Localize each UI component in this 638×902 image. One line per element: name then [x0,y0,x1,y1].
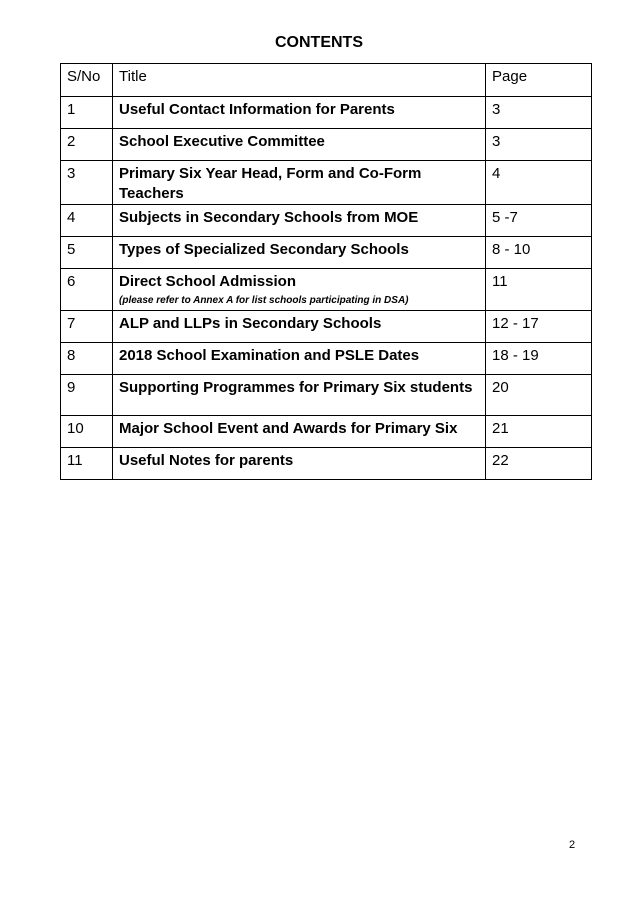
row-title: Useful Notes for parents [113,448,486,480]
row-title: Subjects in Secondary Schools from MOE [113,205,486,237]
row-title: ALP and LLPs in Secondary Schools [113,311,486,343]
table-row [61,205,592,237]
row-title-cell [113,269,486,311]
row-page: 8 - 10 [486,237,592,269]
row-page: 12 - 17 [486,311,592,343]
row-title-note: (please refer to Annex A for list schools participating in DSA) [119,295,409,306]
table-row [61,97,592,129]
page-title: CONTENTS [275,34,363,51]
table-row [61,448,592,480]
row-sno: 2 [61,129,113,161]
row-sno: 3 [61,161,113,205]
row-sno: 9 [61,375,113,416]
row-title: Useful Contact Information for Parents [113,97,486,129]
row-page: 20 [486,375,592,416]
row-title: Direct School Admission [119,273,296,290]
row-title: Major School Event and Awards for Primary Six [113,416,486,448]
table-row [61,269,592,311]
row-title: 2018 School Examination and PSLE Dates [113,343,486,375]
row-sno: 7 [61,311,113,343]
table-row [61,161,592,205]
row-sno: 8 [61,343,113,375]
table-header-row [61,64,592,97]
table-row [61,416,592,448]
table-row [61,343,592,375]
row-page: 5 -7 [486,205,592,237]
row-page: 3 [486,97,592,129]
row-sno: 5 [61,237,113,269]
column-header-sno: S/No [61,64,113,97]
row-sno: 6 [61,269,113,311]
row-page: 11 [486,269,592,311]
row-page: 21 [486,416,592,448]
table-row [61,129,592,161]
row-sno: 4 [61,205,113,237]
table-row [61,375,592,416]
row-page: 22 [486,448,592,480]
row-sno: 10 [61,416,113,448]
table-row [61,311,592,343]
column-header-page: Page [486,64,592,97]
row-sno: 1 [61,97,113,129]
page-number: 2 [569,839,576,851]
row-title: Supporting Programmes for Primary Six students [113,375,486,416]
row-page: 18 - 19 [486,343,592,375]
row-title: Primary Six Year Head, Form and Co-Form Teachers [113,161,486,205]
column-header-title: Title [113,64,486,97]
row-page: 4 [486,161,592,205]
row-page: 3 [486,129,592,161]
row-title: School Executive Committee [113,129,486,161]
row-sno: 11 [61,448,113,480]
contents-table [60,63,592,480]
table-row [61,237,592,269]
row-title: Types of Specialized Secondary Schools [113,237,486,269]
